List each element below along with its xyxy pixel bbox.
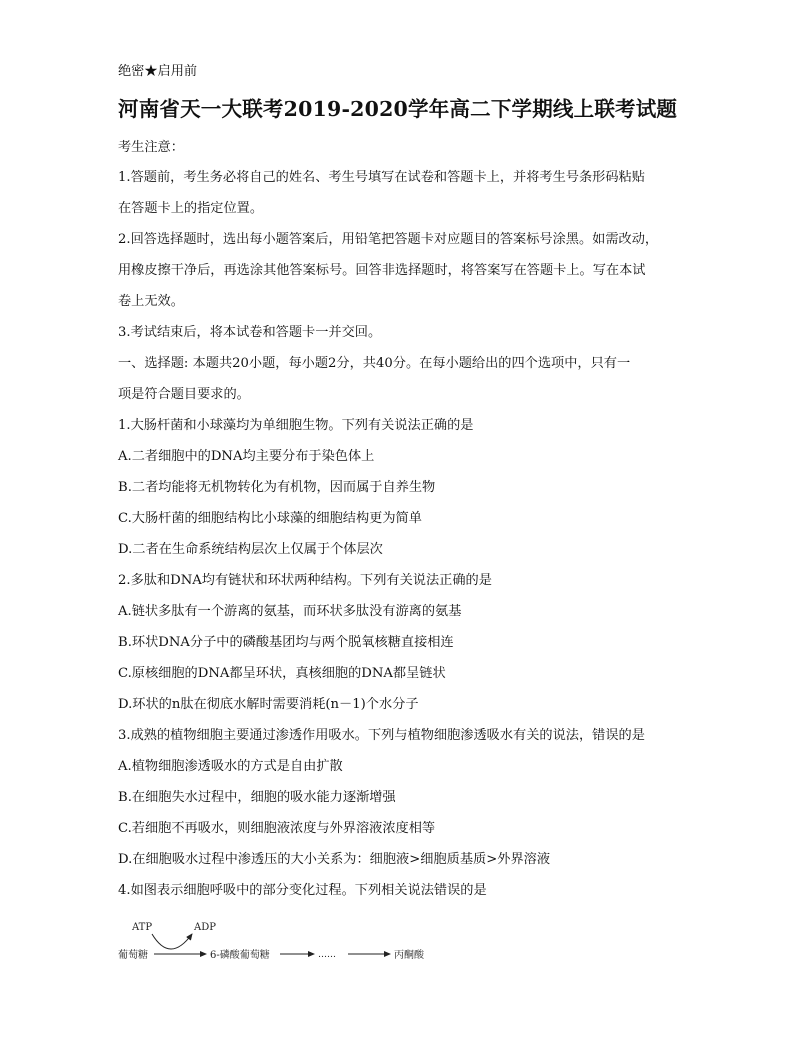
dots-label: ……	[318, 950, 336, 960]
notice-line: 卷上无效。	[118, 294, 184, 309]
notice-line: 2.回答选择题时，选出每小题答案后，用铅笔把答题卡对应题目的答案标号涂黑。如需改动，	[118, 232, 659, 247]
question-option: A.二者细胞中的DNA均主要分布于染色体上	[118, 449, 375, 464]
question-option: C.原核细胞的DNA都呈环状，真核细胞的DNA都呈链状	[118, 666, 446, 681]
question-option: B.二者均能将无机物转化为有机物，因而属于自养生物	[118, 480, 436, 495]
secrecy-label: 绝密★启用前	[118, 64, 198, 79]
exam-title: 河南省天一大联考2019-2020学年高二下学期线上联考试题	[118, 97, 678, 121]
question-option: B.在细胞失水过程中，细胞的吸水能力逐渐增强	[118, 790, 396, 805]
question-stem: 4.如图表示细胞呼吸中的部分变化过程。下列相关说法错误的是	[118, 883, 487, 898]
atp-label: ATP	[132, 922, 153, 933]
notice-line: 在答题卡上的指定位置。	[118, 201, 264, 216]
pyruvate-label: 丙酮酸	[394, 950, 424, 961]
question-option: C.若细胞不再吸水，则细胞液浓度与外界溶液浓度相等	[118, 821, 436, 836]
question-option: A.植物细胞渗透吸水的方式是自由扩散	[118, 759, 343, 774]
glucose-label: 葡萄糖	[118, 950, 148, 961]
question-option: C.大肠杆菌的细胞结构比小球藻的细胞结构更为简单	[118, 511, 422, 526]
coupling-arc	[152, 934, 192, 949]
adp-label: ADP	[194, 922, 216, 933]
question-stem: 2.多肽和DNA均有链状和环状两种结构。下列有关说法正确的是	[118, 573, 492, 588]
question-option: D.环状的n肽在彻底水解时需要消耗(n－1)个水分子	[118, 697, 419, 712]
question-stem: 3.成熟的植物细胞主要通过渗透作用吸水。下列与植物细胞渗透吸水有关的说法，错误的是	[118, 728, 645, 743]
notice-line: 用橡皮擦干净后，再选涂其他答案标号。回答非选择题时，将答案写在答题卡上。写在本试	[118, 263, 646, 278]
question-option: A.链状多肽有一个游离的氨基，而环状多肽没有游离的氨基	[118, 604, 462, 619]
g6p-label: 6-磷酸葡萄糖	[210, 950, 270, 961]
question-option: D.在细胞吸水过程中渗透压的大小关系为：细胞液>细胞质基质>外界溶液	[118, 852, 551, 867]
section-heading-cont: 项是符合题目要求的。	[118, 387, 250, 402]
question-option: B.环状DNA分子中的磷酸基团均与两个脱氧核糖直接相连	[118, 635, 454, 650]
question-option: D.二者在生命系统结构层次上仅属于个体层次	[118, 542, 383, 557]
notice-line: 1.答题前，考生务必将自己的姓名、考生号填写在试卷和答题卡上，并将考生号条形码粘贴	[118, 170, 645, 185]
notice-line: 3.考试结束后，将本试卷和答题卡一并交回。	[118, 325, 382, 340]
question-stem: 1.大肠杆菌和小球藻均为单细胞生物。下列有关说法正确的是	[118, 418, 474, 433]
section-heading: 一、选择题: 本题共20小题，每小题2分，共40分。在每小题给出的四个选项中，只有一	[118, 356, 631, 371]
notice-heading: 考生注意：	[118, 140, 184, 155]
respiration-diagram	[118, 912, 448, 968]
